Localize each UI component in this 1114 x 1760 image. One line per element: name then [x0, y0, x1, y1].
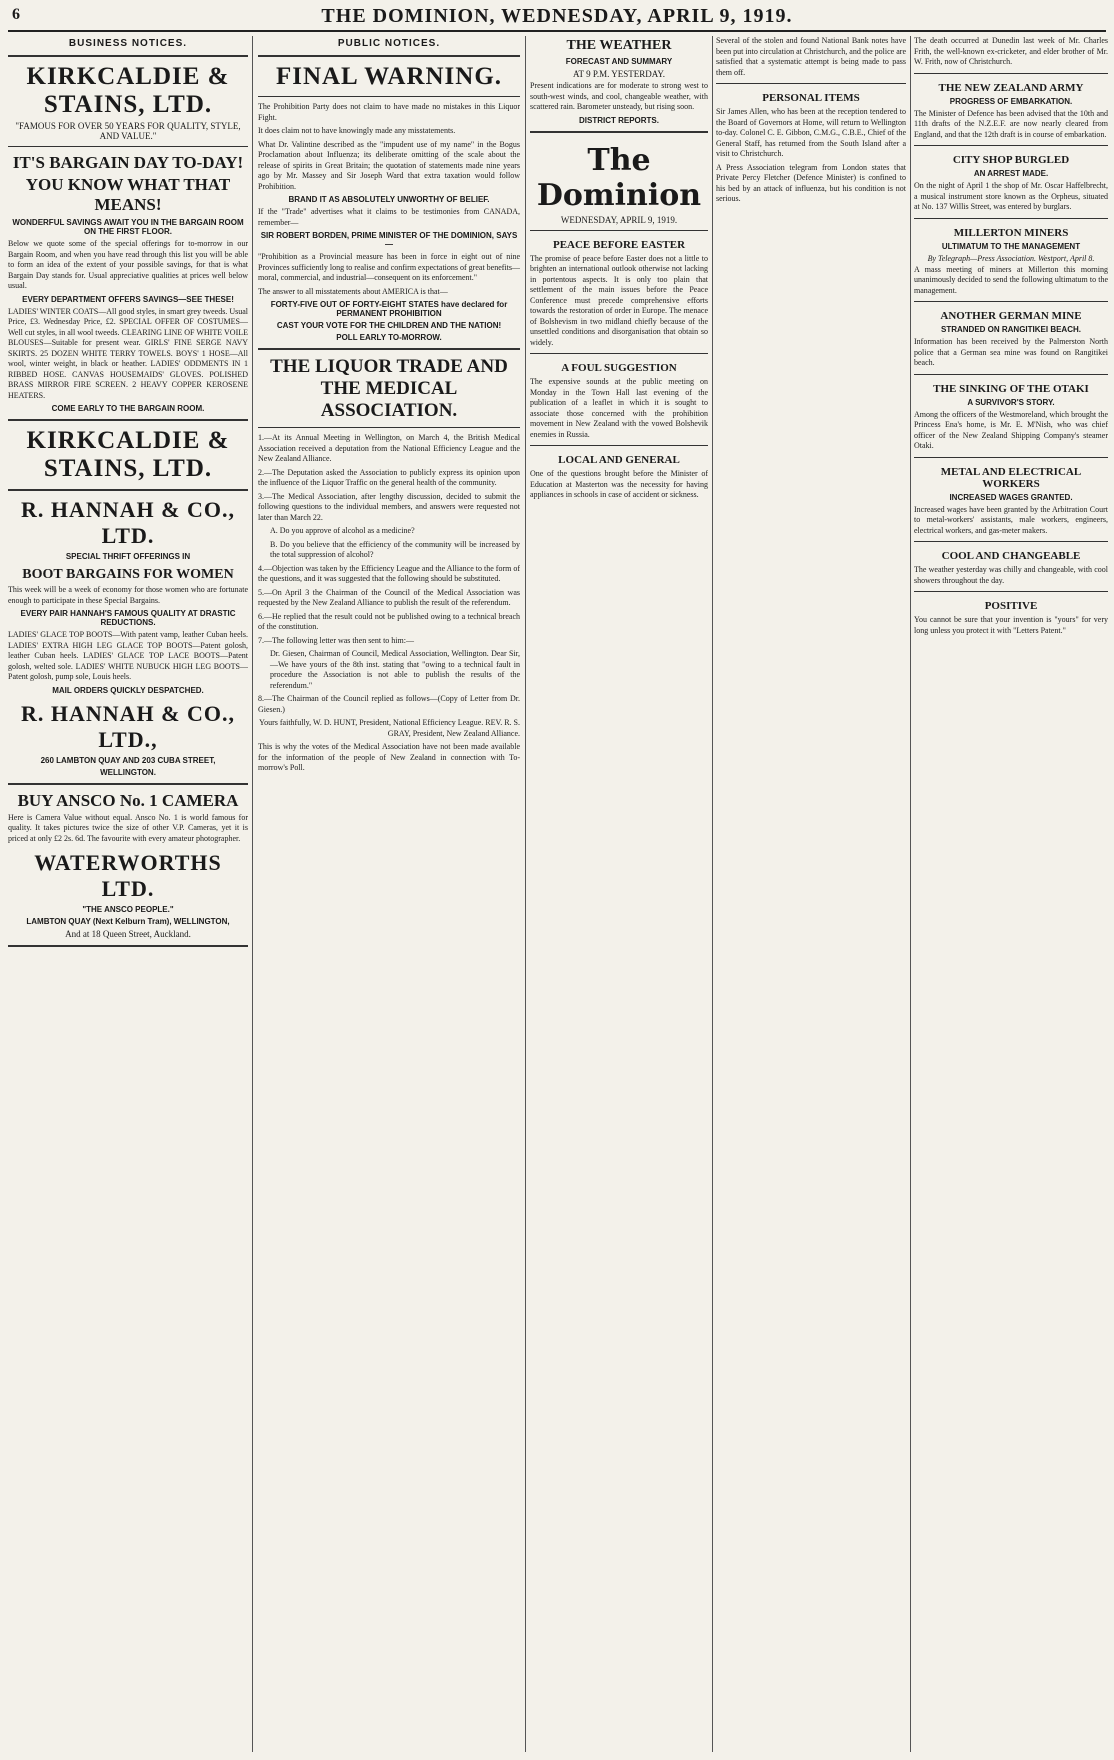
divider: [716, 83, 906, 84]
divider: [914, 301, 1108, 302]
notice-text: 7.—The following letter was then sent to him:—: [258, 635, 414, 645]
divider: [258, 55, 520, 57]
divider: [530, 353, 708, 354]
article-text: Several of the stolen and found National Bank notes have been put into circulation at Christchurch, and the police are satisfied that a systematic attempt is being made to pass them off.: [716, 36, 906, 77]
paper-date: WEDNESDAY, APRIL 9, 1919.: [560, 214, 678, 225]
article-title: PERSONAL ITEMS: [762, 92, 860, 104]
notice-text: 3.—The Medical Association, after lengthy discussion, decided to submit the following questions to the individual members, and answers were requested not later than March 22.: [258, 491, 520, 522]
article-subtitle: PROGRESS OF EMBARKATION.: [949, 96, 1073, 106]
article-text: One of the questions brought before the Minister of Education at Masterton was the necessity for having appliances in schools in case of accident or sickness.: [530, 469, 708, 499]
article-title: THE NEW ZEALAND ARMY: [938, 81, 1084, 94]
article-text: Sir James Allen, who has been at the reception tendered to the Board of Governors at Home, will return to Wellington to-day. Colonel C. E. Gibbon, C.M.G., C.B.E., Chief of the General Staff, has returned from the South Island after a visit to Christchurch.: [716, 107, 906, 158]
notice-emphasis: CAST YOUR VOTE FOR THE CHILDREN AND THE NATION!: [276, 321, 502, 330]
divider: [914, 541, 1108, 542]
article-text: Information has been received by the Palmerston North police that a German sea mine was found on Rangitikei beach.: [914, 337, 1108, 367]
article-byline: By Telegraph—Press Association. Westport, April 8.: [927, 253, 1095, 263]
article-text: A mass meeting of miners at Millerton this morning unanimously decided to send the following ultimatum to the management.: [914, 264, 1108, 295]
notice-text: 4.—Objection was taken by the Efficiency League and the Alliance to the form of the questions, and it was suggested that the following should be substituted.: [258, 563, 520, 583]
advert-subhead: WONDERFUL SAVINGS AWAIT YOU IN THE BARGAIN ROOM ON THE FIRST FLOOR.: [12, 218, 244, 236]
article-subtitle: ULTIMATUM TO THE MANAGEMENT: [941, 241, 1081, 251]
notice-signature: Yours faithfully, W. D. HUNT, President, National Efficiency League. REV. R. S. GRAY, President, New Zealand Alliance.: [259, 718, 520, 738]
paper-title: The Dominion: [536, 142, 702, 213]
column-news: [716, 36, 906, 1752]
advert-subhead: EVERY DEPARTMENT OFFERS SAVINGS—SEE THESE!: [22, 294, 234, 304]
notice-letter: Dr. Giesen, Chairman of Council, Medical Association, Wellington. Dear Sir,—We have yours of the 8th inst. stating that "owing to a technical fault in procedure the Association is not able to publish the results of the referendum.": [270, 649, 520, 690]
column-rule: [712, 36, 713, 1752]
notice-emphasis: BRAND IT AS ABSOLUTELY UNWORTHY OF BELIEF.: [288, 195, 490, 204]
advert-subhead: SPECIAL THRIFT OFFERINGS IN: [65, 552, 191, 561]
notice-title: FINAL WARNING.: [275, 63, 503, 90]
notice-title: THE LIQUOR TRADE AND THE MEDICAL ASSOCIATION.: [270, 356, 508, 421]
article-title: MILLERTON MINERS: [953, 226, 1069, 239]
advert-subhead: MAIL ORDERS QUICKLY DESPATCHED.: [52, 685, 204, 695]
weather-title: THE WEATHER: [566, 38, 672, 53]
article-title: POSITIVE: [984, 600, 1038, 612]
advert-title: KIRKCALDIE & STAINS, LTD.: [26, 427, 230, 482]
advert-address: 260 LAMBTON QUAY AND 203 CUBA STREET,: [40, 755, 216, 765]
advert-text: LADIES' GLACE TOP BOOTS—With patent vamp, leather Cuban heels. LADIES' EXTRA HIGH LEG GLACE TOP BOOTS—Patent golosh, leather Cuban heels. LADIES' GLACE TOP LACE BOOTS—Patent golosh, welted sole. LADIES' WHITE NUBUCK HIGH LEG BOOTS—Patent golosh, pump sole, Louis heels.: [8, 630, 248, 681]
divider: [258, 348, 520, 350]
divider: [530, 131, 708, 133]
divider: [914, 374, 1108, 375]
article-title: THE SINKING OF THE OTAKI: [933, 382, 1089, 395]
column-business-notices: [8, 36, 248, 1752]
advert-subhead: "THE ANSCO PEOPLE.": [82, 905, 174, 914]
divider: [914, 145, 1108, 146]
section-header: BUSINESS NOTICES.: [68, 38, 188, 49]
column-editorial: [530, 36, 708, 1752]
divider: [8, 146, 248, 147]
article-title: A FOUL SUGGESTION: [561, 362, 677, 374]
article-text: Among the officers of the Westmoreland, which brought the Princess Ena's home, is Mr. E. M'Nish, who was chief officer of the New Zealand Shipping Company's steamer Otaki.: [914, 409, 1108, 450]
notice-emphasis: SIR ROBERT BORDEN, PRIME MINISTER OF THE DOMINION, SAYS—: [260, 231, 518, 249]
advert-title: KIRKCALDIE & STAINS, LTD.: [26, 63, 230, 118]
article-subtitle: INCREASED WAGES GRANTED.: [949, 492, 1073, 502]
notice-text: The Prohibition Party does not claim to have made no mistakes in this Liquor Fight.: [258, 102, 520, 122]
article-title: PEACE BEFORE EASTER: [552, 238, 686, 251]
advert-title: WATERWORTHS LTD.: [34, 850, 222, 901]
advert-subhead: EVERY PAIR HANNAH'S FAMOUS QUALITY AT DRASTIC REDUCTIONS.: [20, 609, 236, 627]
notice-emphasis: POLL EARLY TO-MORROW.: [336, 333, 442, 342]
advert-footer: COME EARLY TO THE BARGAIN ROOM.: [51, 404, 205, 413]
divider: [8, 419, 248, 421]
divider: [258, 96, 520, 97]
notice-text: What Dr. Valintine described as the "impudent use of my name" in the Bogus Proclamation about Influenza; its deliberate omitting of the scale about the release of spirits in Great Britain; the quotation of statements made nine years ago by Mr. Massey and Sir Joseph Ward that extra taxation would follow Prohibition.: [258, 139, 520, 191]
weather-subtitle: DISTRICT REPORTS.: [578, 115, 659, 125]
advert-address: LAMBTON QUAY (Next Kelburn Tram), WELLINGTON,: [26, 917, 230, 926]
article-text: The weather yesterday was chilly and changeable, with cool showers throughout the day.: [914, 565, 1108, 585]
article-title: CITY SHOP BURGLED: [952, 154, 1070, 166]
column-news-2: [914, 36, 1108, 1752]
article-title: LOCAL AND GENERAL: [558, 454, 680, 466]
notice-text: 1.—At its Annual Meeting in Wellington, on March 4, the British Medical Association received a deputation from the National Efficiency League and the New Zealand Alliance.: [258, 433, 520, 463]
notice-text: "Prohibition as a Provincial measure has been in force in eight out of nine Provinces sufficiently long to realise and confirm expectations of great benefits—moral, commercial, and industrial—consequent on its enforcement.": [258, 252, 520, 282]
article-title: COOL AND CHANGEABLE: [941, 550, 1081, 562]
advert-text: This week will be a week of economy for those women who are fortunate enough to participate in these Special Bargains.: [8, 585, 248, 605]
column-rule: [525, 36, 526, 1752]
notice-text: If the "Trade" advertises what it claims to be testimonies from CANADA, remember—: [258, 207, 520, 227]
article-subtitle: AN ARREST MADE.: [973, 169, 1049, 178]
advert-title: R. HANNAH & CO., LTD.,: [21, 700, 235, 752]
advert-text: LADIES' WINTER COATS—All good styles, in smart grey tweeds. Usual Price, £3. Wednesday Price, £2. SPECIAL OFFER OF COSTUMES—Well cut styles, in all wool tweeds. CLEARING LINE OF WHITE VOILE BLOUSES—Suitable for present wear. GIRLS' FINE SERGE NAVY SKIRTS. 25 DOZEN WHITE TERRY TOWELS. BOYS' 1 HOSE—All wool, winter weight, in black or heather. LADIES' ODDMENTS IN 1 RIBBED HOSE. CANVAS HOUSEMAIDS' GLOVES. POLISHED BRASS MIRROR FIRE SCREEN. 2 HEAVY COPPER KEROSENE HEATERS.: [8, 306, 248, 400]
article-text: The death occurred at Dunedin last week of Mr. Charles Frith, the well-known ex-cricketer, and elder brother of Mr. W. Frith, now of Christchurch.: [914, 36, 1108, 66]
article-text: A Press Association telegram from London states that Private Percy Fletcher (Defence Minister) is confined to his bed by an attack of influenza, but his condition is not serious.: [716, 162, 906, 203]
masthead: [8, 4, 1106, 32]
weather-time: AT 9 P.M. YESTERDAY.: [572, 69, 666, 79]
article-subtitle: STRANDED ON RANGITIKEI BEACH.: [940, 325, 1081, 334]
divider: [914, 218, 1108, 219]
advert-title: BUY ANSCO No. 1 CAMERA: [17, 790, 239, 810]
divider: [8, 55, 248, 57]
divider: [8, 489, 248, 491]
notice-text: 2.—The Deputation asked the Association to publicly express its opinion upon the influence of the Liquor Traffic on the general health of the community.: [258, 467, 520, 487]
column-rule: [252, 36, 253, 1752]
masthead-title: THE DOMINION, WEDNESDAY, APRIL 9, 1919.: [321, 5, 793, 27]
advert-headline: IT'S BARGAIN DAY TO-DAY!: [12, 153, 244, 172]
article-subtitle: A SURVIVOR'S STORY.: [967, 397, 1055, 407]
article-title: METAL AND ELECTRICAL WORKERS: [940, 465, 1082, 490]
notice-text: 6.—He replied that the result could not be published owing to a technical breach of the constitution.: [258, 611, 520, 631]
advert-address: WELLINGTON.: [100, 767, 156, 777]
notice-text: 8.—The Chairman of the Council replied as follows—(Copy of Letter from Dr. Giesen.): [258, 694, 520, 714]
weather-subtitle: FORECAST AND SUMMARY: [565, 57, 673, 66]
weather-text: Present indications are for moderate to strong west to south-west winds, and cool, changeable weather, with scattered rain. Barometer unsteady, but rising soon.: [530, 81, 708, 111]
notice-text: 5.—On April 3 the Chairman of the Council of the Medical Association was requested by the New Zealand Alliance to publish the result of the referendum.: [258, 587, 520, 607]
article-text: Increased wages have been granted by the Arbitration Court to metal-workers' assistants, male workers, engineers, electrical workers, and gas-meter makers.: [914, 504, 1108, 535]
page-number: 6: [12, 6, 20, 23]
notice-text: The answer to all misstatements about AMERICA is that—: [258, 286, 448, 296]
advert-address: And at 18 Queen Street, Auckland.: [65, 929, 191, 939]
article-text: The expensive sounds at the public meeting on Monday in the Town Hall last evening of the publication of a leaflet in which it is sought to associate those concerned with the prohibition movement in New Zealand with the vowed Bolshevik enemies in Russia.: [530, 377, 708, 439]
article-text: The Minister of Defence has been advised that the 10th and 11th drafts of the N.Z.E.F. are now nearly cleared from England, and that the 12th draft is in course of embarkation.: [914, 108, 1108, 139]
divider: [530, 230, 708, 231]
column-public-notices: [258, 36, 520, 1752]
article-text: On the night of April 1 the shop of Mr. Oscar Haffelbrecht, a musical instrument store known as the Orpheus, situated at No. 137 Willis Street, was entered by burglars.: [914, 181, 1108, 211]
divider: [914, 591, 1108, 592]
notice-emphasis: FORTY-FIVE OUT OF FORTY-EIGHT STATES have declared for PERMANENT PROHIBITION: [270, 300, 508, 318]
divider: [530, 445, 708, 446]
advert-slogan: "FAMOUS FOR OVER 50 YEARS FOR QUALITY, STYLE, AND VALUE.": [15, 121, 241, 141]
notice-text: It does claim not to have knowingly made any misstatements.: [258, 126, 456, 135]
advert-headline: BOOT BARGAINS FOR WOMEN: [22, 567, 234, 582]
article-text: The promise of peace before Easter does not a little to brighten an international outlook otherwise not lacking in portentous aspects. It is only too plain that settlement of the main issues before the Peace Conference must precede comprehensive efforts towards the restoration of order in Europe. The menace of Bolshevism in two midland chiefly because of the unsettled conditions and disorganisation that obtain so widely.: [530, 253, 708, 347]
advert-headline: YOU KNOW WHAT THAT MEANS!: [25, 175, 231, 214]
article-title: ANOTHER GERMAN MINE: [940, 310, 1082, 322]
article-text: You cannot be sure that your invention is "yours" for very long unless you protect it with "Letters Patent.": [914, 615, 1108, 635]
divider: [8, 783, 248, 785]
advert-title: R. HANNAH & CO., LTD.: [21, 497, 235, 548]
column-rule: [910, 36, 911, 1752]
divider: [914, 457, 1108, 458]
notice-text: This is why the votes of the Medical Association have not been made available for the information of the people of New Zealand in connection with To-morrow's Poll.: [258, 742, 520, 772]
section-header: PUBLIC NOTICES.: [337, 38, 441, 49]
divider: [914, 73, 1108, 74]
notice-text: A. Do you approve of alcohol as a medicine?: [270, 526, 415, 535]
advert-text: Below we quote some of the special offerings for to-morrow in our Bargain Room, and when you have read through this list you will be able to form an idea of the extent of your possible savings, for that is what Bargain Day stands for. Usual appreciative qualities at prices well below usual.: [8, 239, 248, 290]
notice-text: B. Do you believe that the efficiency of the community will be increased by the total suppression of alcohol?: [270, 539, 520, 559]
divider: [8, 945, 248, 947]
divider: [258, 427, 520, 428]
advert-text: Here is Camera Value without equal. Ansco No. 1 is world famous for quality. It takes pictures twice the size of other V.P. Cameras, yet it is priced at only £2 2s. 6d. The favourite with every amateur photographer.: [8, 812, 248, 843]
